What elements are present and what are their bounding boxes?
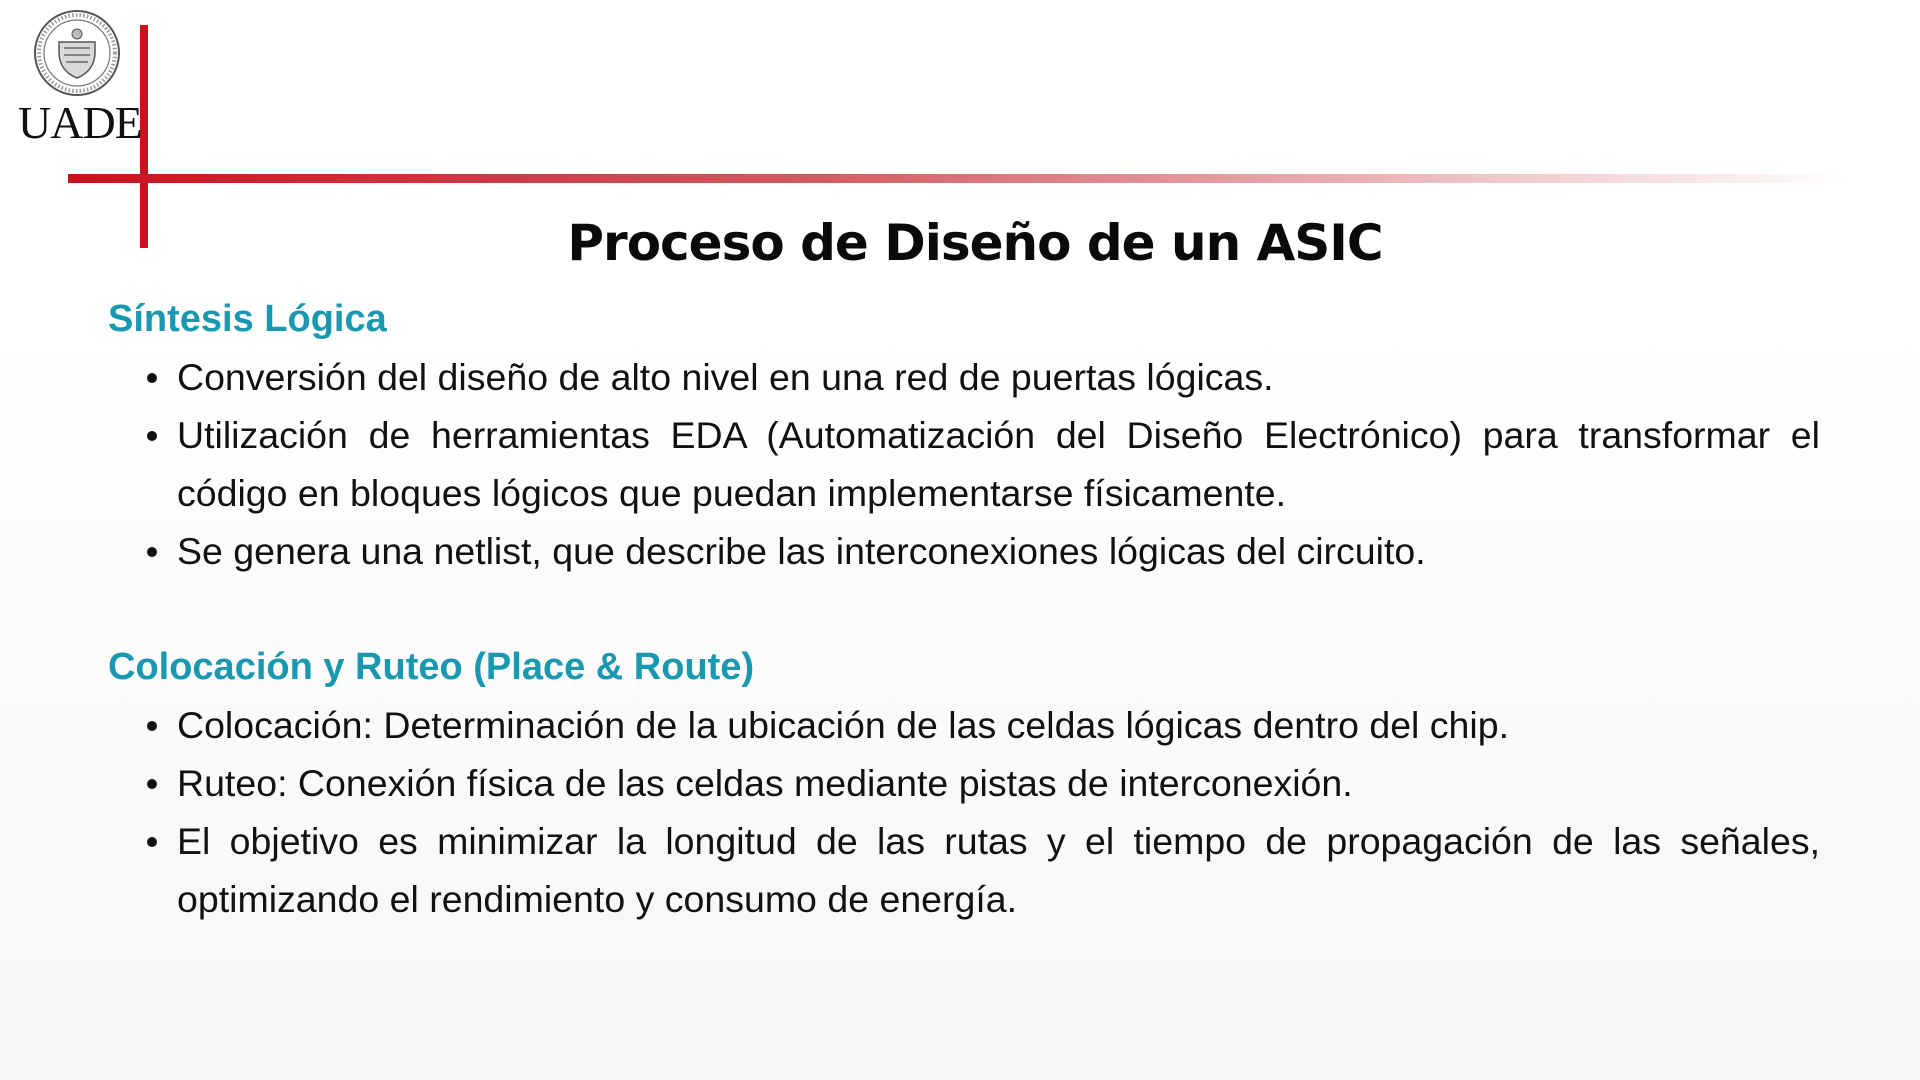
bullet-item bbox=[108, 812, 1820, 928]
bullet-dot bbox=[147, 373, 157, 383]
bullet-text: Utilización de herramientas EDA (Automatización del Diseño Electrónico) para transformar el código en bloques lógicos que puedan implementarse físicamente. bbox=[177, 414, 1820, 514]
bullet-dot bbox=[147, 721, 157, 731]
section-spacer bbox=[108, 580, 1820, 638]
bullet-item bbox=[108, 754, 1820, 812]
bullet-text: Ruteo: Conexión física de las celdas mediante pistas de interconexión. bbox=[177, 762, 1353, 804]
section-place-and-route bbox=[108, 638, 1820, 928]
university-seal-icon bbox=[32, 8, 122, 98]
uade-logo bbox=[10, 8, 140, 148]
bullet-text: Colocación: Determinación de la ubicación de las celdas lógicas dentro del chip. bbox=[177, 704, 1510, 746]
section-heading: Síntesis Lógica bbox=[108, 298, 387, 340]
bullet-dot bbox=[147, 547, 157, 557]
horizontal-accent-line bbox=[68, 174, 1848, 183]
bullet-item bbox=[108, 406, 1820, 522]
bullet-text: Se genera una netlist, que describe las interconexiones lógicas del circuito. bbox=[177, 530, 1426, 572]
slide-content bbox=[108, 290, 1820, 928]
bullet-item bbox=[108, 348, 1820, 406]
bullet-text: El objetivo es minimizar la longitud de las rutas y el tiempo de propagación de las señales, optimizando el rendimiento y consumo de energía. bbox=[177, 820, 1820, 920]
bullet-dot bbox=[147, 837, 157, 847]
bullet-list bbox=[108, 348, 1820, 580]
bullet-dot bbox=[147, 431, 157, 441]
bullet-list bbox=[108, 696, 1820, 928]
bullet-dot bbox=[147, 779, 157, 789]
section-logic-synthesis bbox=[108, 290, 1820, 580]
logo-text: UADE bbox=[18, 97, 142, 148]
bullet-item bbox=[108, 696, 1820, 754]
slide-title: Proceso de Diseño de un ASIC bbox=[567, 214, 1383, 272]
bullet-item bbox=[108, 522, 1820, 580]
bullet-text: Conversión del diseño de alto nivel en una red de puertas lógicas. bbox=[177, 356, 1274, 398]
section-heading: Colocación y Ruteo (Place & Route) bbox=[108, 646, 755, 688]
